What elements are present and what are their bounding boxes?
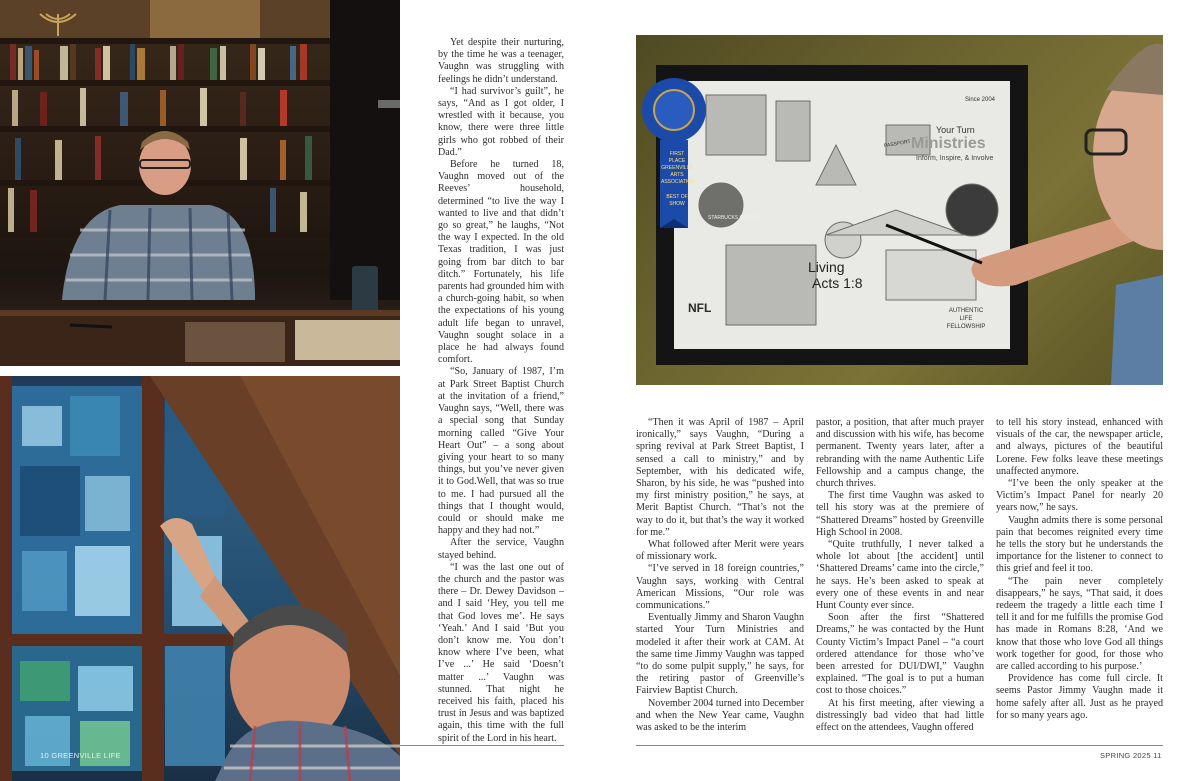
poster-starbucks-text: STARBUCKS COFFEE (708, 215, 760, 221)
photo-pastor-office (0, 0, 400, 366)
paragraph: to tell his story instead, enhanced with visuals of the car, the newspaper article, and always, pictures of the beautiful Lorene. Few folks leave these meetings unaffected anymore. (996, 417, 1163, 477)
footer-rule-right (636, 745, 1163, 746)
poster-since-text: Since 2004 (965, 97, 996, 103)
article-column-2 (816, 417, 984, 734)
paragraph: Before he turned 18, Vaughn moved out of the Reeves’ household, determined “to live the way I wanted to live and that didn’t go so great,” he laughs, “Not the way I expected. In the old Texas tradition, I was just going from bar ditch to bar ditch.” Fortunately, his life parents had grounded him with a church-going habit, so when the expectations of his young adult life began to unravel, Vaughn sought solace in a place he had always found comfort. (438, 159, 564, 366)
footer-rule-left (400, 745, 564, 746)
paragraph: “I’ve been the only speaker at the Victim’s Impact Panel for nearly 20 years now,” he says. (996, 478, 1163, 514)
poster-brand-name: Ministries (911, 135, 986, 152)
paragraph: November 2004 turned into December and when the New Year came, Vaughn was asked to be the interim (636, 697, 804, 734)
folio-left: 10 GREENVILLE LIFE (40, 751, 121, 760)
paragraph: Soon after the first “Shattered Dreams,” he was contacted by the Hunt County Victim’s Impact Panel – “a court ordered attendance for those who’ve been arrested for DUI/DWI,” Vaughn explained. “The goal is to put a human cost to those choices.” (816, 612, 984, 697)
stained-glass-scene-image (0, 376, 400, 781)
poster-authentic-text: AUTHENTIC (948, 308, 984, 314)
framed-artwork-scene-image (636, 35, 1163, 385)
paragraph: After the service, Vaughn stayed behind. (438, 537, 564, 561)
paragraph: “I was the last one out of the church and the pastor was there – Dr. Dewey Davidson – and I said ‘Hey, you tell me that God loves me’. He says ‘Yeah.’ And I said ‘But you don’t know me. You don’t know where I’ve been, what I’ve ...’ He said ‘Doesn’t matter ...’ Vaughn was stunned. That night he received his faith, placed his trust in Jesus and was baptized again, this time with the full spirit of the Lord in his heart. (438, 561, 564, 744)
paragraph: “I’ve served in 18 foreign countries,” Vaughn says, working with Central American Missions, “Our role was communications.” (636, 563, 804, 612)
poster-passport-text: PASSPORT (883, 138, 912, 150)
paragraph: Vaughn admits there is some personal pain that becomes reignited every time he tells the story but he understands the importance for the listener to connect to this grief and feel it too. (996, 514, 1163, 575)
paragraph: “So, January of 1987, I’m at Park Street Baptist Church at the invitation of a friend,” Vaughn says, “Well, there was a special song that Sunday morning called “Give Your Heart Out” – a song about giving your heart to so many things, but you’ve never given it to God.Well, that was so true to me. I had pursued all the things that I thought would, could or should make me happy and they had not.” (438, 366, 564, 537)
folio-right: SPRING 2025 11 (1100, 751, 1162, 760)
paragraph: What followed after Merit were years of missionary work. (636, 539, 804, 563)
ribbon-line: PLACE (668, 158, 686, 164)
ribbon-text (661, 151, 693, 208)
paragraph: “Quite truthfully, I never talked a whole lot about [the accident] until ‘Shattered Dreams’ came into the circle,” he says. He’s been asked to speak at every one of these events in and near Hunt County ever since. (816, 539, 984, 612)
paragraph: Eventually Jimmy and Sharon Vaughn started Your Turn Ministries and modeled it after their work at CAM. At the same time Jimmy Vaughn was tapped “to do some pulpit supply,” he says, for the retiring pastor of Greenville’s Fairview Baptist Church. (636, 612, 804, 697)
ribbon-line: ASSOCIATION (661, 179, 695, 185)
paragraph: At his first meeting, after viewing a distressingly bad video that had little effect on the attendees, Vaughn offered (816, 697, 984, 734)
paragraph: “Then it was April of 1987 – April ironically,” says Vaughn, “During a spring revival at Park Street Baptist, I sensed a call to ministry,” and by September, with his dedicated wife, Sharon, by his side, he was “pushed into my first ministry position,” he says, at Merit Baptist Church. “That’s not the way to do it, but that’s the way it worked for me.” (636, 417, 804, 538)
paragraph: The first time Vaughn was asked to tell his story was at the premiere of “Shattered Dreams” hosted by Greenville High School in 2008. (816, 490, 984, 538)
photo-stained-glass (0, 376, 400, 781)
article-column-left (438, 37, 564, 745)
poster-brand-title: Your Turn (936, 125, 975, 135)
poster-brand-tagline: Inform, Inspire, & Involve (916, 155, 994, 162)
paragraph: Yet despite their nurturing, by the time he was a teenager, Vaughn was struggling with feelings he didn’t understand. (438, 37, 564, 85)
poster-authentic-life (936, 307, 996, 331)
ribbon-line: ARTS (670, 172, 684, 178)
poster-fellowship-text: FELLOWSHIP (946, 324, 986, 330)
article-column-1 (636, 417, 804, 734)
poster-acts-text: Acts 1:8 (812, 275, 863, 291)
poster-life-text: LIFE (959, 316, 973, 322)
paragraph: “I had survivor’s guilt”, he says, “And as I got older, I wrestled with it because, you know, there were three little girls who got robbed of their Dad.” (438, 85, 564, 158)
ribbon-line: GREENVILLE (661, 165, 693, 171)
ribbon-line: FIRST (669, 151, 685, 157)
poster-nfl-text: NFL (688, 301, 712, 315)
paragraph: “The pain never completely disappears,” he says, “That said, it does redeem the tragedy a little each time I tell it and for me fulfills the promise God has made in Romans 8:28, ‘And we know that those who love God all things work together for good, for those who are called according to his purpose.’ (996, 575, 1163, 673)
photo-framed-artwork (636, 35, 1163, 385)
paragraph: Providence has come full circle. It seems Pastor Jimmy Vaughn made it home safely after all. Just as he prayed for so many years ago. (996, 673, 1163, 721)
article-column-3 (996, 417, 1163, 722)
office-scene-image (0, 0, 400, 366)
paragraph: pastor, a position, that after much prayer and discussion with his wife, has become permanent. Twenty years later, after a rebranding with the name Authentic Life Fellowship and a campus change, the church thrives. (816, 417, 984, 490)
poster-living-text: Living (808, 259, 845, 275)
ribbon-line: BEST OF SHOW (666, 194, 688, 207)
